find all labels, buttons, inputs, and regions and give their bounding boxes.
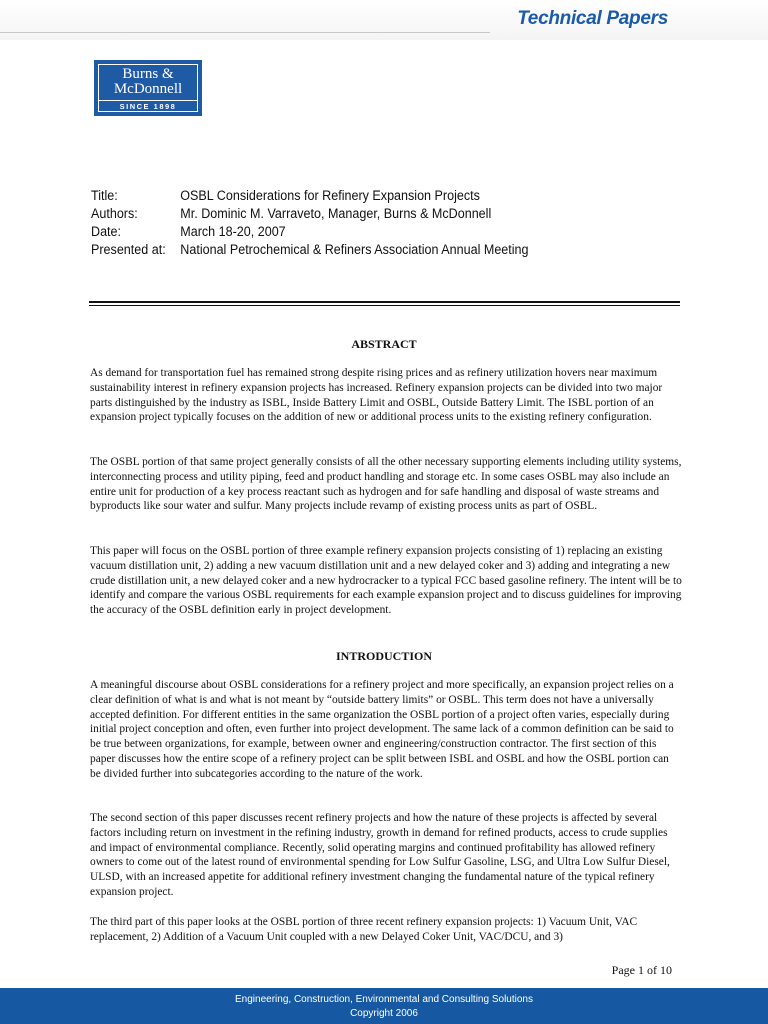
logo-frame	[98, 64, 198, 112]
meta-row-title	[91, 187, 529, 205]
page-number: Page 1 of 10	[611, 963, 672, 977]
footer-copyright: Copyright 2006	[350, 1008, 418, 1019]
meta-label-presented: Presented at:	[91, 242, 166, 257]
introduction-paragraph-2: The second section of this paper discusses recent refinery projects and how the nature of these projects is affected by several factors including return on investment in the refining industry, growth in demand for refined products, access to crude supplies and impact of environmental compliance. Recently, solid operating margins and continued profitability has allowed refinery owners to come out of the latest round of environmental spending for Low Sulfur Gasoline, LSG, and Ultra Low Sulfur Diesel, ULSD, with an increased appetite for additional refinery investment changing the fundamental nature of the typical refinery expansion project.	[90, 812, 670, 898]
meta-label-authors: Authors:	[91, 206, 138, 221]
double-rule-bottom	[89, 305, 680, 306]
meta-row-authors	[91, 205, 529, 223]
meta-row-presented	[91, 241, 529, 259]
meta-label-date: Date:	[91, 224, 122, 239]
abstract-paragraph-3: This paper will focus on the OSBL portion of three example refinery expansion projects consisting of 1) replacing an existing vacuum distillation unit, 2) adding a new vacuum distillation unit and a new delayed coker and 3) adding and integrating a new crude distillation unit, a new delayed coker and a new hydrocracker to a typical FCC based gasoline refinery. The intent will be to identify and compare the various OSBL requirements for each example expansion project and to discuss guidelines for improving the accuracy of the OSBL definition early in project development.	[90, 545, 682, 617]
meta-value-date: March 18-20, 2007	[180, 224, 286, 239]
footer-bar	[0, 988, 768, 1024]
abstract-heading: ABSTRACT	[351, 337, 417, 351]
introduction-paragraph-3: The third part of this paper looks at the OSBL portion of three recent refinery expansion projects: 1) Vacuum Unit, VAC replacement, 2) Addition of a Vacuum Unit coupled with a new Delayed Coker Unit, VAC/DCU, and 3)	[90, 916, 638, 943]
logo-line-2: McDonnell	[113, 81, 183, 97]
paper-metadata	[91, 187, 529, 259]
meta-value-authors: Mr. Dominic M. Varraveto, Manager, Burns & McDonnell	[180, 206, 492, 221]
meta-value-presented: National Petrochemical & Refiners Association Annual Meeting	[180, 242, 529, 257]
meta-value-title: OSBL Considerations for Refinery Expansion Projects	[180, 188, 480, 203]
introduction-heading: INTRODUCTION	[335, 649, 432, 663]
header-divider	[0, 32, 490, 33]
top-header-bar	[0, 0, 768, 40]
double-rule-top	[89, 301, 680, 303]
company-logo	[94, 60, 202, 116]
introduction-paragraph-1: A meaningful discourse about OSBL considerations for a refinery project and more specifically, an expansion project relies on a clear definition of what is and what is not meant by “outside battery limits” or OSBL. This term does not have a universally accepted definition. For different entities in the same organization the OSBL portion of a project often varies, especially during initial project conception and often, even further into project development. The same lack of a common definition can be said to be true between organizations, for example, between owner and engineering/construction contractor. The first section of this paper discusses how the entire scope of a refinery project can be split between ISBL and OSBL and how the OSBL portion can be divided further into subcategories according to the nature of the work.	[90, 679, 674, 780]
abstract-paragraph-2: The OSBL portion of that same project generally consists of all the other necessary supporting elements including utility systems, interconnecting process and utility piping, feed and product handling and storage etc. In some cases OSBL may also include an entire unit for production of a key process reactant such as hydrogen and for safe handling and disposal of waste streams and byproducts like sour water and sulfur. Many projects include revamp of existing process units as part of OSBL.	[90, 456, 682, 513]
meta-row-date	[91, 223, 529, 241]
header-brand-title: Technical Papers	[517, 8, 668, 29]
logo-line-3: SINCE 1898	[99, 100, 197, 112]
footer-tagline: Engineering, Construction, Environmental and Consulting Solutions	[235, 994, 533, 1005]
abstract-paragraph-1: As demand for transportation fuel has remained strong despite rising prices and as refinery utilization hovers near maximum sustainability interest in refinery expansion projects has increased. Refinery expansion projects can be divided into two major parts distinguished by the industry as ISBL, Inside Battery Limit and OSBL, Outside Battery Limit. The ISBL portion of an expansion project typically focuses on the addition of new or additional process units to the existing refinery configuration.	[90, 367, 663, 424]
meta-label-title: Title:	[91, 188, 118, 203]
logo-line-1: Burns &	[122, 66, 174, 82]
